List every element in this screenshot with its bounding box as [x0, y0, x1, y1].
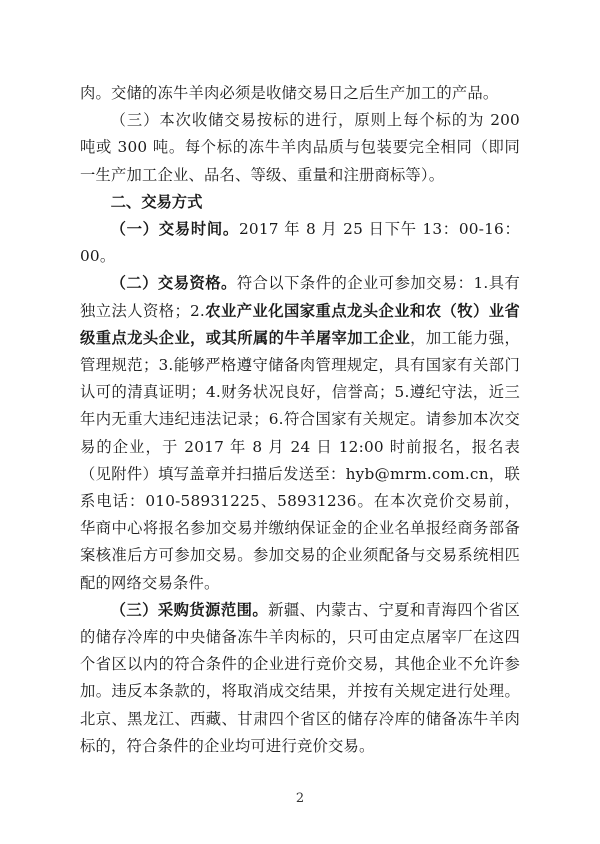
paragraph-continuation: 肉。交储的冻牛羊肉必须是收储交易日之后生产加工的产品。: [80, 84, 499, 102]
supply-scope-text: 新疆、内蒙古、宁夏和青海四个省区的储存冷库的中央储备冻牛羊肉标的，只可由定点屠宰厂在这四个省区以内的符合条件的企业进行竞价交易，其他企业不允许参加。违反本条款的，将取消成交结果，并按有关规定进行处理。北京、黑龙江、西藏、甘肃四个省区的储存冷库的储备冻牛羊肉标的，符合条件的企业均可进行竞价交易。: [80, 600, 520, 755]
qualification-bold-requirement: 农业产业化国家重点龙头企业和农（牧）业省级重点龙头企业，或其所属的牛羊屠宰加工企业: [80, 301, 520, 347]
paragraph-trade-time: [80, 216, 520, 270]
trade-time-lead: （一）交易时间。: [110, 220, 239, 239]
section-heading-trade-method: 二、交易方式: [110, 192, 203, 211]
paragraph-trade-qualification: [80, 270, 520, 596]
qualification-text-1: 符合以下条件的企业可参加交易：1.具有独立法人资格；2.: [80, 274, 520, 320]
trade-time-text: 2017 年 8 月 25 日下午 13：00-16：00。: [80, 220, 520, 266]
page-number: 2: [295, 791, 305, 806]
qualification-text-2: ，加工能力强，管理规范；3.能够严格遵守储备肉管理规定，具有国家有关部门认可的清真证明；4.财务状况良好，信誉高；5.遵纪守法，近三年内无重大违纪违法记录；6.符合国家有关规定。请参加本次交易的企业，于 2017 年 8 月 24 日 12:00 时前报名，报名表（见附件）填写盖章并扫描后发送至：hyb@mrm.com.cn，联系电话：010-58931225、58931236。在本次竞价交易前，华商中心将报名参加交易并缴纳保证金的企业名单报经商务部备案核准后方可参加交易。参加交易的企业须配备与交易系统相匹配的网络交易条件。: [80, 328, 521, 592]
qualification-lead: （二）交易资格。: [110, 274, 237, 293]
paragraph-supply-scope: [80, 597, 520, 760]
paragraph-bid-rules: （三）本次收储交易按标的进行，原则上每个标的为 200 吨或 300 吨。每个标的冻牛羊肉品质与包装要完全相同（即同一生产加工企业、品名、等级、重量和注册商标等）。: [80, 111, 520, 184]
supply-scope-lead: （三）采购货源范围。: [110, 600, 269, 619]
